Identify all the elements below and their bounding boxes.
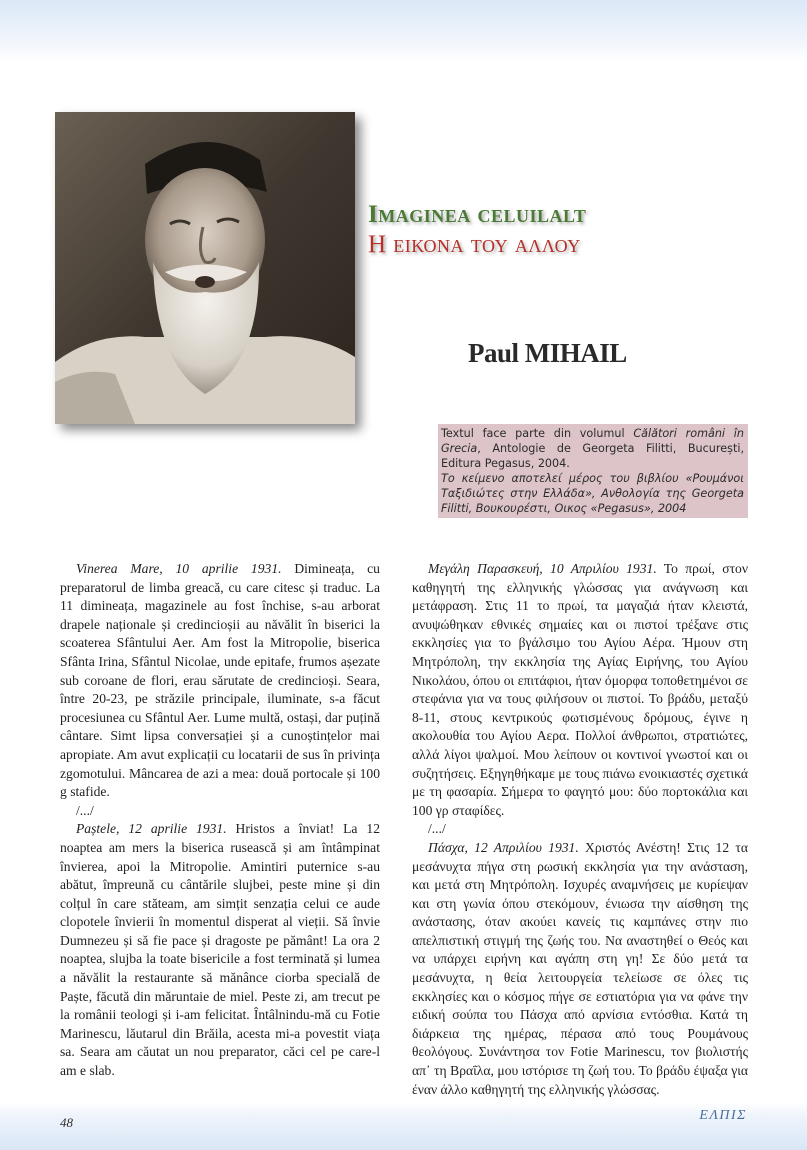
source-note bbox=[438, 424, 748, 518]
entry-date: Μεγάλη Παρασκευή, 10 Απριλίου 1931. bbox=[428, 561, 657, 576]
entry-text: Dimineața, cu preparatorul de limba greacă, cu care citesc și traduc. La 11 dimineața, magazinele au fost închise, s-au arborat drapele naționale și credincioșii au năvălit în biserici la scoaterea Sfântului Aer. Am fost la Mitropolie, biserica Sfânta Irina, Sfântul Nicolae, unde epitafe, frumos așezate sub coroane de flori, erau sărutate de credincioși. Seara, între 20-23, pe străzile principale, iluminate, s-a făcut procesiunea cu Sfântul Aer. Lume multă, ostași, dar puțină cântare. Simt lipsa conversației și a cunoștințelor mai apropiate. Am avut explicații cu locatarii de sus în privința zgomotului. Mâncarea de azi a mea: două portocale și 100 g stafide. bbox=[60, 561, 380, 800]
source-greek: Το κείμενο αποτελεί μέρος του βιβλίου «Ρουμάνοι Ταξιδιώτες στην Ελλάδα», Ανθολογία της Georgeta Filitti, Βουκουρέστι, Οικος «Pegasus», 2004 bbox=[441, 472, 744, 515]
entry-text: Χριστός Ανέστη! Στις 12 τα μεσάνυχτα πήγα στη ρωσική εκκλησία για την ανάσταση, και μετά στη Μητρόπολη. Ισχυρές αναμνήσεις με κυρίεψαν και στη γωνία όπου στεκόμουν, ένιωσα την αίσθηση της ανάστασης, όταν ακούει κανείς τις καμπάνες στην πιο απελπιστική στιγμή της ζωής του. Να αναστηθεί ο Θεός και να υπάρχει ειρήνη και αγάπη στη γη! Σε δύο μετά τα μεσάνυχτα, η θεία λειτουργεία τελείωσε σε όλες τις εκκλησίες και ο κόσμος πήγε σε εστιατόρια για να φάνε την ειδική σούπα του Πάσχα από αρνίσια εντόσθια. Κατά τη διάρκεια της ημέρας, πέρασα από τους Ρουμάνους θεολόγους. Συνάντησα τον Fotie Marinescu, τον βιολιστής απ᾽ τη Βραΐλα, μου ιστόρισε τη ζωή του. Το βράδυ έψαξα για έναν άλλο καθηγητή της ελληνικής γλώσσας. bbox=[412, 839, 748, 1097]
paragraph bbox=[60, 820, 380, 1080]
article-column-romanian bbox=[60, 560, 380, 1081]
portrait-photo bbox=[55, 112, 355, 424]
paragraph bbox=[412, 839, 748, 1099]
page-number: 48 bbox=[60, 1115, 73, 1130]
entry-date: Paștele, 12 aprilie 1931. bbox=[76, 821, 227, 837]
title-block bbox=[368, 200, 788, 260]
entry-date: Πάσχα, 12 Απριλίου 1931. bbox=[428, 839, 579, 855]
journal-name: ΕΛΠΙΣ bbox=[699, 1108, 747, 1123]
entry-text: Hristos a înviat! La 12 noaptea am mers la biserica rusească și am întâmpinat învierea, apoi la Mitropolie. Amintiri puternice s-au abătut, împreună cu cântările slujbei, peste mine și din colțul în care stăteam, am simțit senzația celui ce aude clopotele învierii în momentul disperat al vieții. Să învie Dumnezeu și să fie pace și dragoste pe pământ! La ora 2 noaptea, slujba la toate bisericile a fost terminată și lumea a năvălit la restaurante să mănânce ciorba specială de Paște, făcută din măruntaie de miel. Peste zi, am trecut pe la românii teologi și i-am felicitat. Întâlnindu-mă cu Fotie Marinescu, lăutarul din Brăila, acesta mi-a povestit viața sa. Seara am căutat un nou preparator, căci cel pe care-l am e slab. bbox=[60, 821, 380, 1079]
author-name: Paul MIHAIL bbox=[468, 338, 627, 368]
ellipsis-separator: /.../ bbox=[428, 821, 446, 837]
title-greek: Η εικονα του αλλου bbox=[368, 231, 581, 258]
paragraph bbox=[60, 560, 380, 802]
ellipsis-separator: /.../ bbox=[76, 802, 94, 818]
source-ro-book: Călători români în Grecia bbox=[441, 427, 744, 455]
entry-date: Vinerea Mare, 10 aprilie 1931. bbox=[76, 561, 282, 576]
source-ro-suffix: , Antologie de Georgeta Filitti, București, Editura Pegasus, 2004. bbox=[441, 442, 744, 470]
top-band bbox=[0, 0, 807, 62]
paragraph bbox=[412, 560, 748, 820]
bottom-band bbox=[0, 1102, 807, 1150]
title-romanian: Imaginea celuilalt bbox=[368, 201, 587, 228]
article-column-greek bbox=[412, 560, 748, 1099]
source-ro-prefix: Textul face parte din volumul bbox=[441, 427, 634, 440]
entry-text: Το πρωί, στον καθηγητή της ελληνικής γλώσσας για ανάγνωση και μετάφραση. Στις 11 το πρωί, τα μαγαζιά ήταν κλειστά, ανυψώθηκαν εθνικές σημαίες και οι πιστοί τρέξανε στις εκκλησίες για το βγάλσιμο του Αγίου Αέρα. Ήμουν στη Μητρόπολη, την εκκλησία της Αγίας Ειρήνης, του Αγίου Νικολάου, όπου οι επιτάφιοι, ήταν όμορφα τοποθετημένοι σε στεφάνια για να τους φιλήσουν οι πιστοί. Το βράδυ, μεταξύ 8-11, στους κεντρικούς φωτισμένους δρόμους, έγινε η ακολουθία του Αγίου Αερα. Πολλοί άνθρωποι, στρατιώτες, αλλά λίγοι ψαλμοί. Μου λείπουν οι κοντινοί γνωστοί και οι συζητήσεις. Εξηγηθήκαμε με τους πιάνω ενοικιαστές σχετικά με τη φασαρία. Σήμερα το φαγητό μου: δύο πορτοκάλια και 100 γρ σταφίδες. bbox=[412, 561, 749, 818]
